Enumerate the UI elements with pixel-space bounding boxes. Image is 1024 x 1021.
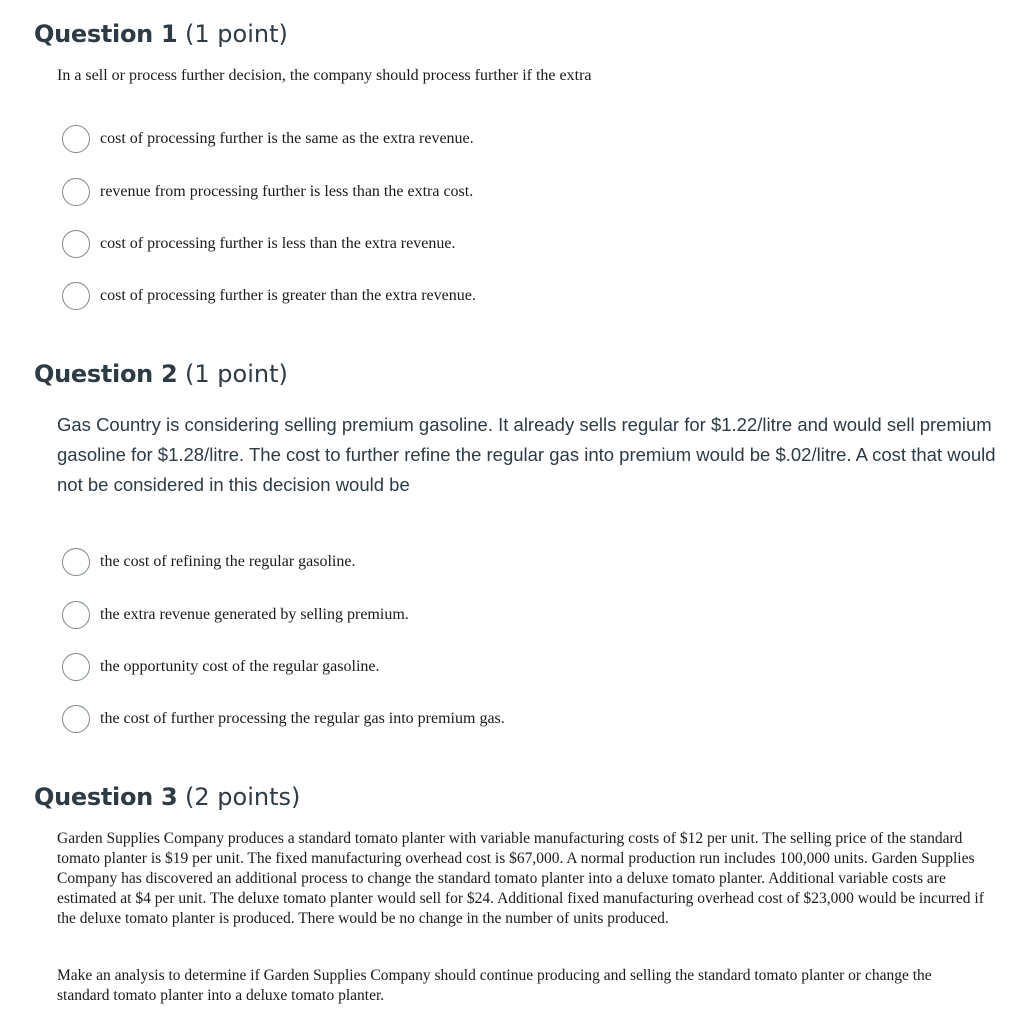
option-label: cost of processing further is greater than the extra revenue. bbox=[100, 287, 476, 304]
question-2-option-3[interactable] bbox=[62, 651, 379, 683]
option-label: the extra revenue generated by selling premium. bbox=[100, 606, 409, 623]
question-1-header bbox=[34, 19, 288, 49]
question-3-points: (2 points) bbox=[185, 783, 301, 811]
radio-button[interactable] bbox=[62, 178, 90, 206]
radio-button[interactable] bbox=[62, 125, 90, 153]
question-2-prompt: Gas Country is considering selling premium gasoline. It already sells regular for $1.22/litre and would sell premium gasoline for $1.28/litre. The cost to further refine the regular gas into premium would be $.02/litre. A cost that would not be considered in this decision would be bbox=[57, 414, 996, 495]
question-2-option-1[interactable] bbox=[62, 546, 355, 578]
question-1-prompt: In a sell or process further decision, the company should process further if the extra bbox=[57, 67, 592, 84]
option-label: the opportunity cost of the regular gasoline. bbox=[100, 658, 380, 675]
radio-button[interactable] bbox=[62, 705, 90, 733]
option-label: the cost of refining the regular gasoline. bbox=[100, 553, 356, 570]
question-1-title: Question 1 bbox=[34, 20, 178, 48]
option-label: revenue from processing further is less than the extra cost. bbox=[100, 183, 474, 200]
radio-button[interactable] bbox=[62, 230, 90, 258]
option-label: the cost of further processing the regular gas into premium gas. bbox=[100, 710, 505, 727]
question-3-instruction: Make an analysis to determine if Garden Supplies Company should continue producing and selling the standard tomato planter or change the standard tomato planter into a deluxe tomato planter. bbox=[57, 967, 932, 1004]
question-3-title: Question 3 bbox=[34, 783, 178, 811]
question-2-points: (1 point) bbox=[185, 360, 288, 388]
question-1-option-4[interactable] bbox=[62, 280, 476, 312]
question-1-option-2[interactable] bbox=[62, 176, 473, 208]
option-label: cost of processing further is less than the extra revenue. bbox=[100, 235, 456, 252]
question-2-header bbox=[34, 359, 288, 389]
question-1-option-3[interactable] bbox=[62, 228, 455, 260]
radio-button[interactable] bbox=[62, 653, 90, 681]
option-label: cost of processing further is the same as the extra revenue. bbox=[100, 130, 474, 147]
radio-button[interactable] bbox=[62, 548, 90, 576]
question-2-title: Question 2 bbox=[34, 360, 178, 388]
question-1-option-1[interactable] bbox=[62, 123, 474, 155]
question-2-option-4[interactable] bbox=[62, 703, 505, 735]
question-1-points: (1 point) bbox=[185, 20, 288, 48]
question-2-option-2[interactable] bbox=[62, 599, 409, 631]
question-3-header bbox=[34, 782, 300, 812]
question-3-scenario: Garden Supplies Company produces a standard tomato planter with variable manufacturing costs of $12 per unit. The selling price of the standard tomato planter is $19 per unit. The fixed manufacturing overhead cost is $67,000. A normal production run includes 100,000 units. Garden Supplies Company has discovered an additional process to change the standard tomato planter into a deluxe tomato planter. Additional variable costs are estimated at $4 per unit. The deluxe tomato planter would sell for $24. Additional fixed manufacturing overhead cost of $23,000 would be incurred if the deluxe tomato planter is produced. There would be no change in the number of units produced. bbox=[57, 830, 984, 927]
radio-button[interactable] bbox=[62, 282, 90, 310]
radio-button[interactable] bbox=[62, 601, 90, 629]
